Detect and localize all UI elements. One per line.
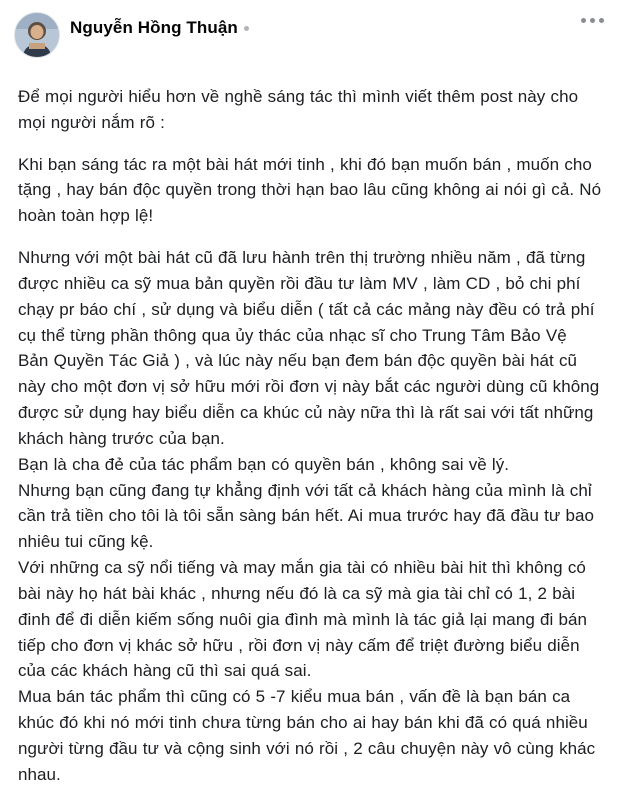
- post-header-text: [70, 12, 249, 38]
- meta-dot-icon: [244, 26, 249, 31]
- author-row: [70, 18, 249, 38]
- dot-2: [590, 18, 595, 23]
- dot-3: [599, 18, 604, 23]
- post-body: [0, 70, 620, 788]
- post-meta: [244, 26, 249, 31]
- author-name[interactable]: Nguyễn Hồng Thuận: [70, 18, 238, 37]
- avatar[interactable]: [14, 12, 60, 58]
- post-paragraph: Với những ca sỹ nổi tiếng và may mắn gia tài có nhiều bài hit thì không có bài này họ hát bài khác , nhưng nếu đó là ca sỹ mà gia tài chỉ có 1, 2 bài đinh để đi diễn kiếm sống nuôi gia đình mà mình là tác giả lại mang đi bán tiếp cho đơn vị khác sở hữu , rồi đơn vị này cấm để triệt đường biểu diễn của các khách hàng cũ thì sai quá sai.: [18, 558, 593, 681]
- post-paragraph: Mua bán tác phẩm thì cũng có 5 -7 kiểu mua bán , vấn đề là bạn bán ca khúc đó khi nó mới tinh chưa từng bán cho ai hay bán khi đã có quá nhiều người từng đầu tư và cộng sinh với nó rồi , 2 câu chuyện này vô cùng khác nhau.: [18, 687, 601, 784]
- post-paragraph: Nhưng với một bài hát cũ đã lưu hành trên thị trường nhiều năm , đã từng được nhiều ca sỹ mua bản quyền rồi đầu tư làm MV , làm CD , bỏ chi phí chạy pr báo chí , sử dụng và biểu diễn ( tất cả các mảng này đều có trả phí cụ thể từng phần thông qua ủy thác của nhạc sĩ cho Trung Tâm Bảo Vệ Bản Quyền Tác Giả ) , và lúc này nếu bạn đem bán độc quyền bài hát cũ này cho một đơn vị sở hữu mới rồi đơn vị này bắt các người dùng cũ không được sử dụng hay biểu diễn ca khúc củ này nữa thì là rất sai với tất những khách hàng trước của bạn.: [18, 248, 605, 448]
- more-options-icon[interactable]: [581, 18, 604, 23]
- post-paragraph: Bạn là cha đẻ của tác phẩm bạn có quyền bán , không sai về lý.: [18, 454, 510, 474]
- post-paragraph: Nhưng bạn cũng đang tự khẳng định với tất cả khách hàng của mình là chỉ cần trả tiền cho tôi là tôi sẵn sàng bán hết. Ai mua trước hay đã đầu tư bao nhiêu tui cũng kệ.: [18, 480, 600, 552]
- dot-1: [581, 18, 586, 23]
- post-paragraph: Khi bạn sáng tác ra một bài hát mới tinh , khi đó bạn muốn bán , muốn cho tặng , hay bán độc quyền trong thời hạn bao lâu cũng không ai nói gì cả. Nó hoàn toàn hợp lệ!: [18, 154, 607, 226]
- post-header: [0, 0, 620, 64]
- post-paragraph: Để mọi người hiểu hơn về nghề sáng tác thì mình viết thêm post này cho mọi người nắm rõ :: [18, 87, 584, 132]
